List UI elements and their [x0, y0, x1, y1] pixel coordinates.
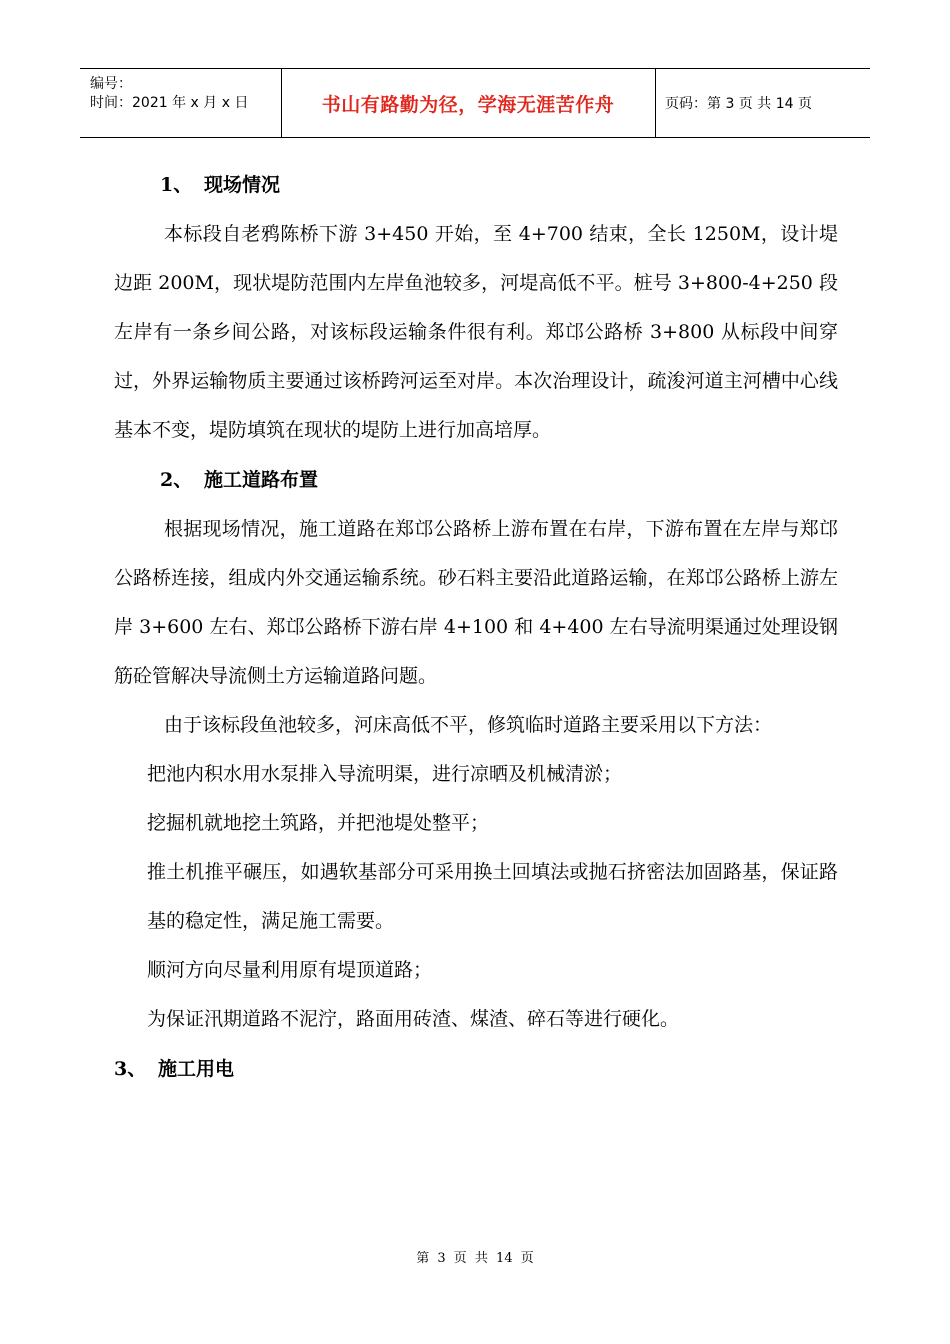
- section-2-heading: [114, 455, 838, 505]
- document-body: [114, 160, 838, 1094]
- motto-text: 书山有路勤为径，学海无涯苦作舟: [321, 93, 615, 116]
- section-1-title: 现场情况: [204, 174, 281, 196]
- document-header: [80, 68, 870, 138]
- header-meta-cell: [80, 69, 282, 137]
- method-item: 为保证汛期道路不泥泞，路面用砖渣、煤渣、碎石等进行硬化。: [147, 1008, 680, 1030]
- method-item: 推土机推平碾压，如遇软基部分可采用换土回填法或抛石挤密法加固路基，保证路基的稳定性，满足施工需要。: [147, 861, 838, 932]
- section-2-paragraph-1: 根据现场情况，施工道路在郑邙公路桥上游布置在右岸，下游布置在左岸与郑邙公路桥连接，组成内外交通运输系统。砂石料主要沿此道路运输，在郑邙公路桥上游左岸 3+600 左右、郑邙公路桥下游右岸 4+100 和 4+400 左右导流明渠通过处理设钢筋砼管解决导流侧土方运输道路问题。: [114, 518, 838, 687]
- section-1-heading: [114, 160, 838, 210]
- section-1-number: 1、: [160, 174, 193, 196]
- section-3-title: 施工用电: [158, 1058, 235, 1080]
- method-item: 顺河方向尽量利用原有堤顶道路；: [147, 959, 433, 981]
- header-page-cell: [656, 69, 870, 137]
- date-label: 时间：2021 年 x 月 x 日: [90, 95, 249, 111]
- section-3-number: 3、: [114, 1058, 147, 1080]
- section-2-title: 施工道路布置: [204, 469, 319, 491]
- number-label: 编号：: [90, 76, 132, 92]
- method-item: 把池内积水用水泵排入导流明渠，进行凉晒及机械清淤；: [147, 763, 623, 785]
- section-3-heading: [114, 1044, 838, 1094]
- header-page-info: 页码：第 3 页 共 14 页: [665, 96, 812, 112]
- section-1-paragraph: 本标段自老鸦陈桥下游 3+450 开始，至 4+700 结束，全长 1250M，设计堤边距 200M，现状堤防范围内左岸鱼池较多，河堤高低不平。桩号 3+800-4+250 段左岸有一条乡间公路，对该标段运输条件很有利。郑邙公路桥 3+800 从标段中间穿过，外界运输物质主要通过该桥跨河运至对岸。本次治理设计，疏浚河道主河槽中心线基本不变，堤防填筑在现状的堤防上进行加高培厚。: [114, 223, 838, 441]
- section-2-number: 2、: [160, 469, 193, 491]
- header-motto-cell: [281, 69, 656, 137]
- method-item: 挖掘机就地挖土筑路，并把池堤处整平；: [147, 812, 490, 834]
- page-footer: 第 3 页 共 14 页: [416, 1251, 534, 1266]
- section-2-paragraph-2: 由于该标段鱼池较多，河床高低不平，修筑临时道路主要采用以下方法：: [164, 714, 773, 736]
